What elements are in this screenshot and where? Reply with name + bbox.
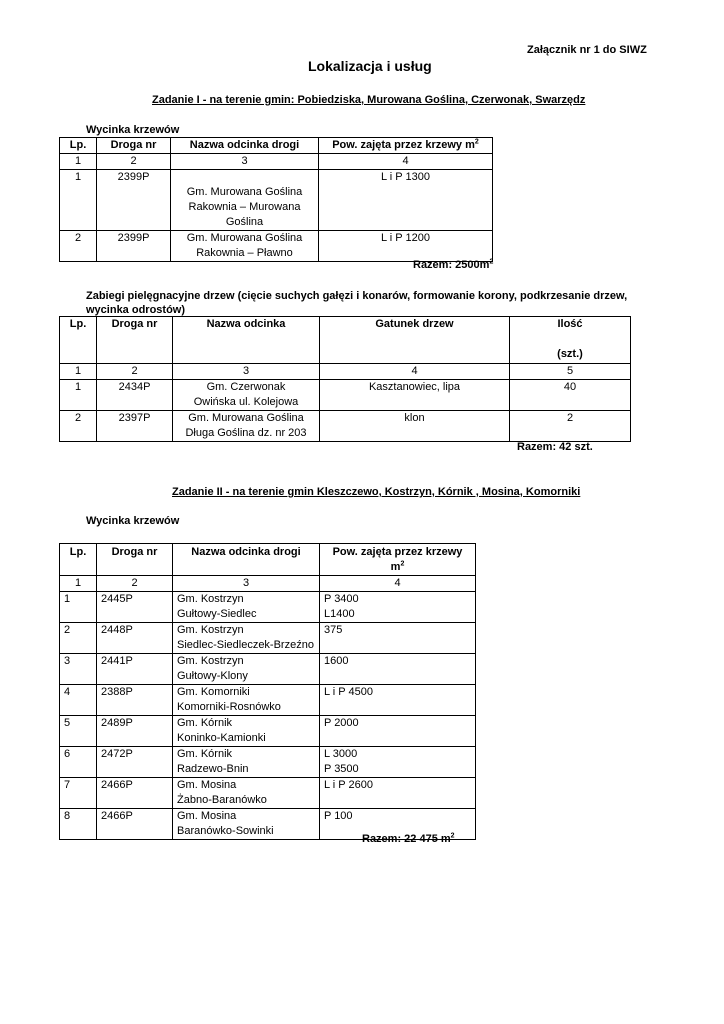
cell-species: Kasztanowiec, lipa <box>320 380 510 411</box>
cell-area: L 3000 P 3500 <box>320 747 476 778</box>
cell-lp: 2 <box>60 231 97 262</box>
cell-area: 375 <box>320 623 476 654</box>
cell-road: 2388P <box>97 685 173 716</box>
cell-lp: 7 <box>60 778 97 809</box>
table-header-row <box>60 544 476 576</box>
table-row <box>60 592 476 623</box>
col-road: Droga nr <box>97 317 173 364</box>
col-area: Pow. zajęta przez krzewy $m^2$ <box>320 544 476 576</box>
table-row <box>60 778 476 809</box>
cell-lp: 6 <box>60 747 97 778</box>
cell: 1 <box>60 154 97 170</box>
column-number-row <box>60 154 493 170</box>
task1-care-table <box>59 316 631 442</box>
cell-name: Gm. Murowana Goślina Rakownia – Pławno <box>171 231 319 262</box>
cell-name: Gm. Mosina Baranówko-Sowinki <box>173 809 320 840</box>
col-lp: Lp. <box>60 138 97 154</box>
cell-area: P 3400 L1400 <box>320 592 476 623</box>
cell-area: 1600 <box>320 654 476 685</box>
cell-road: 2448P <box>97 623 173 654</box>
cell-name: Gm. Czerwonak Owińska ul. Kolejowa <box>173 380 320 411</box>
col-species: Gatunek drzew <box>320 317 510 364</box>
cell: 1 <box>60 576 97 592</box>
cell-area: P 2000 <box>320 716 476 747</box>
task1-felling-total: Razem: $2500m^2$ <box>413 258 494 271</box>
table-row <box>60 380 631 411</box>
cell-lp: 5 <box>60 716 97 747</box>
table-row <box>60 231 493 262</box>
cell-name: Gm. Mosina Żabno-Baranówko <box>173 778 320 809</box>
col-lp: Lp. <box>60 544 97 576</box>
cell-area: L i P 1200 <box>319 231 493 262</box>
page-title: Lokalizacja i usług <box>308 58 432 74</box>
table-header-row <box>60 138 493 154</box>
cell-species: klon <box>320 411 510 442</box>
cell-name: Gm. Murowana Goślina Długa Goślina dz. nr 203 <box>173 411 320 442</box>
cell: 2 <box>97 154 171 170</box>
task2-felling-table <box>59 543 476 840</box>
cell-lp: 1 <box>60 380 97 411</box>
cell-road: 2441P <box>97 654 173 685</box>
cell-area: P 100 <box>320 809 476 840</box>
cell: 4 <box>320 364 510 380</box>
col-road: Droga nr <box>97 138 171 154</box>
cell-name: Gm. Murowana Goślina Rakownia – Murowana Goślina <box>171 170 319 231</box>
table-row <box>60 623 476 654</box>
table-row <box>60 654 476 685</box>
table-row <box>60 716 476 747</box>
cell-area: L i P 1300 <box>319 170 493 231</box>
cell-name: Gm. Kostrzyn Siedlec-Siedleczek-Brzeźno <box>173 623 320 654</box>
task2-felling-total: Razem: 22 475 $m^2$ <box>362 832 455 845</box>
col-lp: Lp. <box>60 317 97 364</box>
col-name: Nazwa odcinka <box>173 317 320 364</box>
cell-road: 2466P <box>97 809 173 840</box>
column-number-row <box>60 364 631 380</box>
table-row <box>60 747 476 778</box>
cell-lp: 1 <box>60 170 97 231</box>
cell-area: L i P 2600 <box>320 778 476 809</box>
table-row <box>60 411 631 442</box>
cell-lp: 2 <box>60 411 97 442</box>
table-row <box>60 170 493 231</box>
col-road: Droga nr <box>97 544 173 576</box>
cell-road: 2445P <box>97 592 173 623</box>
task1-heading: Zadanie I - na terenie gmin: Pobiedziska, Murowana Goślina, Czerwonak, Swarzędz <box>152 94 586 106</box>
table-header-row <box>60 317 631 364</box>
cell: 2 <box>97 576 173 592</box>
cell: 5 <box>510 364 631 380</box>
column-number-row <box>60 576 476 592</box>
cell-road: 2399P <box>97 170 171 231</box>
task2-felling-label: Wycinka krzewów <box>86 515 180 527</box>
cell-name: Gm. Kostrzyn Gułtowy-Klony <box>173 654 320 685</box>
cell-lp: 1 <box>60 592 97 623</box>
cell-road: 2434P <box>97 380 173 411</box>
cell-lp: 2 <box>60 623 97 654</box>
task1-felling-table <box>59 137 493 262</box>
col-name: Nazwa odcinka drogi <box>173 544 320 576</box>
cell: 4 <box>319 154 493 170</box>
task2-heading: Zadanie II - na terenie gmin Kleszczewo, Kostrzyn, Kórnik , Mosina, Komorniki <box>172 486 581 498</box>
task1-felling-label: Wycinka krzewów <box>86 124 180 136</box>
cell-name: Gm. Kórnik Radzewo-Bnin <box>173 747 320 778</box>
cell-road: 2489P <box>97 716 173 747</box>
cell-lp: 8 <box>60 809 97 840</box>
cell: 3 <box>171 154 319 170</box>
cell: 1 <box>60 364 97 380</box>
col-qty: Ilość (szt.) <box>510 317 631 364</box>
cell: 2 <box>97 364 173 380</box>
col-name: Nazwa odcinka drogi <box>171 138 319 154</box>
col-area: Pow. zajęta przez krzewy $m^2$ <box>319 138 493 154</box>
cell-lp: 4 <box>60 685 97 716</box>
cell-name: Gm. Komorniki Komorniki-Rosnówko <box>173 685 320 716</box>
task1-care-label: Zabiegi pielęgnacyjne drzew (cięcie suchych gałęzi i konarów, formowanie korony, podkrzesanie drzew, wycinka odrostów) <box>86 290 628 316</box>
cell-name: Gm. Kostrzyn Gułtowy-Siedlec <box>173 592 320 623</box>
cell: 4 <box>320 576 476 592</box>
cell-road: 2466P <box>97 778 173 809</box>
cell-road: 2399P <box>97 231 171 262</box>
cell-lp: 3 <box>60 654 97 685</box>
cell-name: Gm. Kórnik Koninko-Kamionki <box>173 716 320 747</box>
cell-area: L i P 4500 <box>320 685 476 716</box>
task1-care-total: Razem: 42 szt. <box>517 441 593 453</box>
cell-road: 2397P <box>97 411 173 442</box>
table-row <box>60 685 476 716</box>
cell: 3 <box>173 364 320 380</box>
cell-road: 2472P <box>97 747 173 778</box>
cell-qty: 40 <box>510 380 631 411</box>
cell-qty: 2 <box>510 411 631 442</box>
cell: 3 <box>173 576 320 592</box>
attachment-label: Załącznik nr 1 do SIWZ <box>527 44 647 56</box>
